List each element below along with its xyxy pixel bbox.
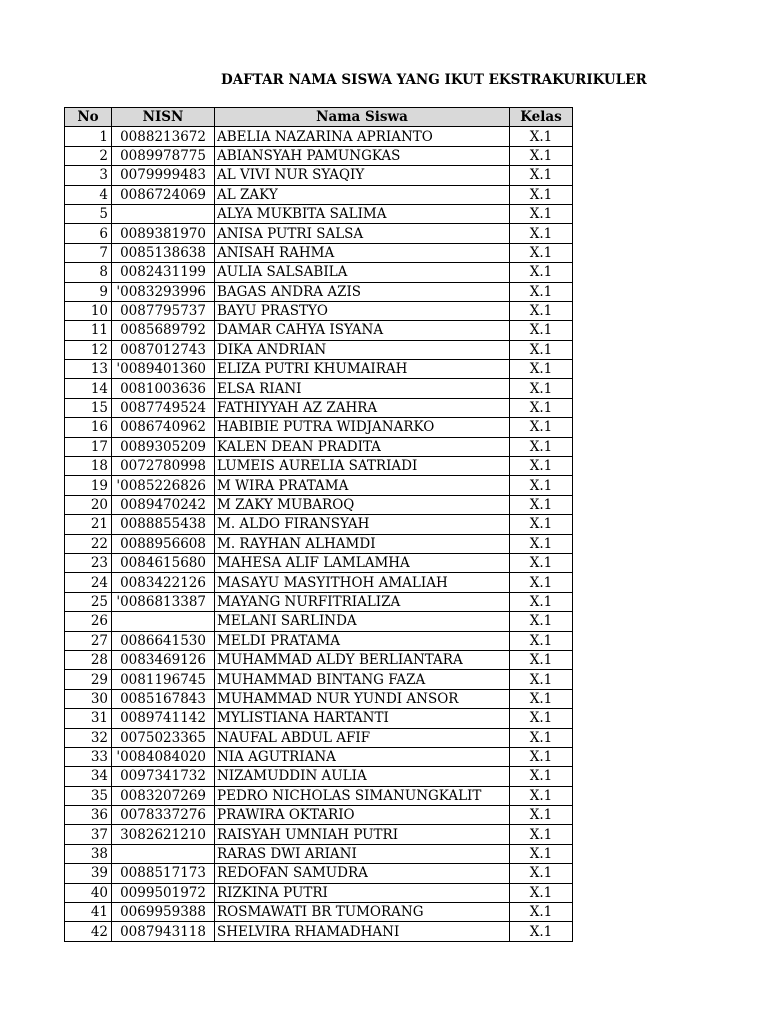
table-row: [65, 263, 573, 282]
cell-no: 33: [65, 747, 112, 766]
cell-nisn: 0084615680: [112, 553, 215, 572]
cell-nisn: 0085138638: [112, 243, 215, 262]
cell-no: 11: [65, 321, 112, 340]
cell-nisn: 0081196745: [112, 670, 215, 689]
cell-nama-siswa: BAYU PRASTYO: [215, 301, 510, 320]
cell-nama-siswa: AL ZAKY: [215, 185, 510, 204]
cell-no: 21: [65, 515, 112, 534]
cell-nama-siswa: MUHAMMAD ALDY BERLIANTARA: [215, 650, 510, 669]
cell-nisn: 0085167843: [112, 689, 215, 708]
table-row: [65, 204, 573, 223]
cell-nama-siswa: ABELIA NAZARINA APRIANTO: [215, 127, 510, 146]
cell-nama-siswa: BAGAS ANDRA AZIS: [215, 282, 510, 301]
cell-kelas: X.1: [510, 806, 573, 825]
cell-nama-siswa: ALYA MUKBITA SALIMA: [215, 204, 510, 223]
cell-no: 14: [65, 379, 112, 398]
table-row: [65, 573, 573, 592]
cell-no: 36: [65, 806, 112, 825]
table-row: [65, 398, 573, 417]
table-row: [65, 457, 573, 476]
table-row: [65, 360, 573, 379]
cell-no: 16: [65, 418, 112, 437]
cell-kelas: X.1: [510, 379, 573, 398]
table-row: [65, 689, 573, 708]
cell-nisn: 0083469126: [112, 650, 215, 669]
table-row: [65, 709, 573, 728]
cell-kelas: X.1: [510, 127, 573, 146]
table-row: [65, 379, 573, 398]
cell-kelas: X.1: [510, 553, 573, 572]
cell-nama-siswa: ELSA RIANI: [215, 379, 510, 398]
cell-nisn: 0086641530: [112, 631, 215, 650]
cell-nama-siswa: M ZAKY MUBAROQ: [215, 495, 510, 514]
cell-nisn: 0079999483: [112, 166, 215, 185]
cell-nama-siswa: PRAWIRA OKTARIO: [215, 806, 510, 825]
table-row: [65, 534, 573, 553]
table-row: [65, 922, 573, 941]
cell-kelas: X.1: [510, 709, 573, 728]
cell-no: 3: [65, 166, 112, 185]
table-row: [65, 631, 573, 650]
cell-nama-siswa: M WIRA PRATAMA: [215, 476, 510, 495]
cell-kelas: X.1: [510, 844, 573, 863]
cell-nama-siswa: MASAYU MASYITHOH AMALIAH: [215, 573, 510, 592]
cell-kelas: X.1: [510, 922, 573, 941]
cell-nama-siswa: M. RAYHAN ALHAMDI: [215, 534, 510, 553]
cell-no: 7: [65, 243, 112, 262]
cell-nama-siswa: MELANI SARLINDA: [215, 612, 510, 631]
cell-no: 2: [65, 146, 112, 165]
cell-nisn: 0072780998: [112, 457, 215, 476]
cell-no: 35: [65, 786, 112, 805]
table-row: [65, 418, 573, 437]
table-row: [65, 612, 573, 631]
cell-no: 26: [65, 612, 112, 631]
cell-no: 41: [65, 903, 112, 922]
table-row: [65, 806, 573, 825]
cell-nama-siswa: RIZKINA PUTRI: [215, 883, 510, 902]
table-row: [65, 282, 573, 301]
cell-kelas: X.1: [510, 864, 573, 883]
cell-no: 30: [65, 689, 112, 708]
cell-no: 10: [65, 301, 112, 320]
table-row: [65, 243, 573, 262]
cell-nisn: 0089470242: [112, 495, 215, 514]
table-row: [65, 340, 573, 359]
cell-nisn: 0088517173: [112, 864, 215, 883]
cell-kelas: X.1: [510, 650, 573, 669]
table-row: [65, 515, 573, 534]
table-row: [65, 767, 573, 786]
cell-kelas: X.1: [510, 224, 573, 243]
cell-kelas: X.1: [510, 418, 573, 437]
column-header-kelas: Kelas: [510, 108, 573, 127]
table-header-row: [65, 108, 573, 127]
cell-nisn: 0082431199: [112, 263, 215, 282]
cell-no: 20: [65, 495, 112, 514]
cell-nisn: 0069959388: [112, 903, 215, 922]
cell-kelas: X.1: [510, 263, 573, 282]
cell-nisn: [112, 844, 215, 863]
cell-no: 34: [65, 767, 112, 786]
cell-nisn: '0086813387: [112, 592, 215, 611]
cell-no: 32: [65, 728, 112, 747]
student-table: [64, 107, 573, 942]
cell-kelas: X.1: [510, 360, 573, 379]
cell-kelas: X.1: [510, 243, 573, 262]
cell-no: 4: [65, 185, 112, 204]
table-row: [65, 883, 573, 902]
cell-nama-siswa: REDOFAN SAMUDRA: [215, 864, 510, 883]
cell-nama-siswa: MYLISTIANA HARTANTI: [215, 709, 510, 728]
table-row: [65, 495, 573, 514]
cell-nisn: 0081003636: [112, 379, 215, 398]
cell-nama-siswa: RARAS DWI ARIANI: [215, 844, 510, 863]
cell-kelas: X.1: [510, 166, 573, 185]
cell-nama-siswa: ABIANSYAH PAMUNGKAS: [215, 146, 510, 165]
cell-nama-siswa: M. ALDO FIRANSYAH: [215, 515, 510, 534]
cell-kelas: X.1: [510, 437, 573, 456]
cell-kelas: X.1: [510, 612, 573, 631]
cell-nisn: 0088855438: [112, 515, 215, 534]
cell-nisn: 0089978775: [112, 146, 215, 165]
cell-nisn: '0085226826: [112, 476, 215, 495]
cell-nisn: 0086724069: [112, 185, 215, 204]
cell-nama-siswa: NAUFAL ABDUL AFIF: [215, 728, 510, 747]
table-row: [65, 670, 573, 689]
cell-no: 9: [65, 282, 112, 301]
table-row: [65, 166, 573, 185]
cell-no: 8: [65, 263, 112, 282]
cell-kelas: X.1: [510, 282, 573, 301]
cell-nama-siswa: MELDI PRATAMA: [215, 631, 510, 650]
cell-nisn: '0089401360: [112, 360, 215, 379]
table-row: [65, 301, 573, 320]
cell-kelas: X.1: [510, 301, 573, 320]
cell-kelas: X.1: [510, 534, 573, 553]
cell-nisn: 0089305209: [112, 437, 215, 456]
cell-no: 28: [65, 650, 112, 669]
table-row: [65, 146, 573, 165]
cell-kelas: X.1: [510, 340, 573, 359]
cell-nama-siswa: FATHIYYAH AZ ZAHRA: [215, 398, 510, 417]
cell-nisn: 0087012743: [112, 340, 215, 359]
cell-nisn: 3082621210: [112, 825, 215, 844]
cell-no: 31: [65, 709, 112, 728]
table-row: [65, 127, 573, 146]
cell-nama-siswa: HABIBIE PUTRA WIDJANARKO: [215, 418, 510, 437]
cell-nisn: 0083207269: [112, 786, 215, 805]
cell-no: 13: [65, 360, 112, 379]
table-row: [65, 553, 573, 572]
cell-no: 6: [65, 224, 112, 243]
cell-nama-siswa: KALEN DEAN PRADITA: [215, 437, 510, 456]
column-header-nama-siswa: Nama Siswa: [215, 108, 510, 127]
table-row: [65, 786, 573, 805]
cell-nama-siswa: MUHAMMAD BINTANG FAZA: [215, 670, 510, 689]
cell-no: 18: [65, 457, 112, 476]
cell-no: 22: [65, 534, 112, 553]
cell-no: 5: [65, 204, 112, 223]
cell-kelas: X.1: [510, 670, 573, 689]
cell-kelas: X.1: [510, 689, 573, 708]
cell-nama-siswa: AL VIVI NUR SYAQIY: [215, 166, 510, 185]
table-row: [65, 592, 573, 611]
cell-nisn: 0086740962: [112, 418, 215, 437]
cell-no: 17: [65, 437, 112, 456]
cell-no: 1: [65, 127, 112, 146]
cell-no: 23: [65, 553, 112, 572]
cell-nisn: 0089381970: [112, 224, 215, 243]
cell-nama-siswa: DAMAR CAHYA ISYANA: [215, 321, 510, 340]
column-header-no: No: [65, 108, 112, 127]
cell-kelas: X.1: [510, 457, 573, 476]
cell-nisn: 0099501972: [112, 883, 215, 902]
cell-nisn: '0083293996: [112, 282, 215, 301]
cell-kelas: X.1: [510, 825, 573, 844]
table-row: [65, 224, 573, 243]
cell-kelas: X.1: [510, 728, 573, 747]
cell-kelas: X.1: [510, 573, 573, 592]
table-row: [65, 185, 573, 204]
cell-nama-siswa: MAYANG NURFITRIALIZA: [215, 592, 510, 611]
cell-kelas: X.1: [510, 903, 573, 922]
cell-kelas: X.1: [510, 592, 573, 611]
cell-nisn: [112, 204, 215, 223]
cell-nama-siswa: PEDRO NICHOLAS SIMANUNGKALIT: [215, 786, 510, 805]
cell-kelas: X.1: [510, 747, 573, 766]
cell-nisn: 0097341732: [112, 767, 215, 786]
cell-no: 42: [65, 922, 112, 941]
cell-no: 29: [65, 670, 112, 689]
cell-nisn: '0084084020: [112, 747, 215, 766]
table-row: [65, 747, 573, 766]
cell-nisn: 0087795737: [112, 301, 215, 320]
cell-kelas: X.1: [510, 495, 573, 514]
cell-nama-siswa: MUHAMMAD NUR YUNDI ANSOR: [215, 689, 510, 708]
cell-nama-siswa: ANISAH RAHMA: [215, 243, 510, 262]
cell-nama-siswa: AULIA SALSABILA: [215, 263, 510, 282]
table-row: [65, 825, 573, 844]
table-row: [65, 321, 573, 340]
cell-kelas: X.1: [510, 321, 573, 340]
cell-nama-siswa: NIA AGUTRIANA: [215, 747, 510, 766]
cell-nisn: 0085689792: [112, 321, 215, 340]
table-row: [65, 476, 573, 495]
cell-nisn: 0087749524: [112, 398, 215, 417]
cell-nama-siswa: DIKA ANDRIAN: [215, 340, 510, 359]
cell-kelas: X.1: [510, 185, 573, 204]
cell-no: 38: [65, 844, 112, 863]
cell-nama-siswa: MAHESA ALIF LAMLAMHA: [215, 553, 510, 572]
cell-no: 40: [65, 883, 112, 902]
cell-no: 39: [65, 864, 112, 883]
table-row: [65, 844, 573, 863]
cell-nisn: 0083422126: [112, 573, 215, 592]
cell-kelas: X.1: [510, 786, 573, 805]
cell-nisn: [112, 612, 215, 631]
cell-nisn: 0088956608: [112, 534, 215, 553]
cell-nama-siswa: SHELVIRA RHAMADHANI: [215, 922, 510, 941]
cell-nisn: 0087943118: [112, 922, 215, 941]
cell-no: 24: [65, 573, 112, 592]
cell-nama-siswa: ELIZA PUTRI KHUMAIRAH: [215, 360, 510, 379]
cell-kelas: X.1: [510, 476, 573, 495]
cell-kelas: X.1: [510, 631, 573, 650]
cell-kelas: X.1: [510, 204, 573, 223]
cell-kelas: X.1: [510, 146, 573, 165]
cell-no: 37: [65, 825, 112, 844]
cell-no: 27: [65, 631, 112, 650]
cell-nama-siswa: LUMEIS AURELIA SATRIADI: [215, 457, 510, 476]
cell-no: 19: [65, 476, 112, 495]
cell-no: 15: [65, 398, 112, 417]
table-body: [65, 127, 573, 941]
column-header-nisn: NISN: [112, 108, 215, 127]
cell-nisn: 0089741142: [112, 709, 215, 728]
cell-kelas: X.1: [510, 883, 573, 902]
table-row: [65, 864, 573, 883]
cell-kelas: X.1: [510, 398, 573, 417]
cell-nisn: 0075023365: [112, 728, 215, 747]
cell-nama-siswa: RAISYAH UMNIAH PUTRI: [215, 825, 510, 844]
cell-nisn: 0078337276: [112, 806, 215, 825]
cell-nisn: 0088213672: [112, 127, 215, 146]
table-row: [65, 728, 573, 747]
cell-kelas: X.1: [510, 767, 573, 786]
cell-nama-siswa: ANISA PUTRI SALSA: [215, 224, 510, 243]
table-row: [65, 650, 573, 669]
document-title: DAFTAR NAMA SISWA YANG IKUT EKSTRAKURIKULER: [221, 72, 647, 88]
table-row: [65, 903, 573, 922]
cell-nama-siswa: NIZAMUDDIN AULIA: [215, 767, 510, 786]
table-row: [65, 437, 573, 456]
cell-kelas: X.1: [510, 515, 573, 534]
cell-no: 12: [65, 340, 112, 359]
cell-no: 25: [65, 592, 112, 611]
cell-nama-siswa: ROSMAWATI BR TUMORANG: [215, 903, 510, 922]
